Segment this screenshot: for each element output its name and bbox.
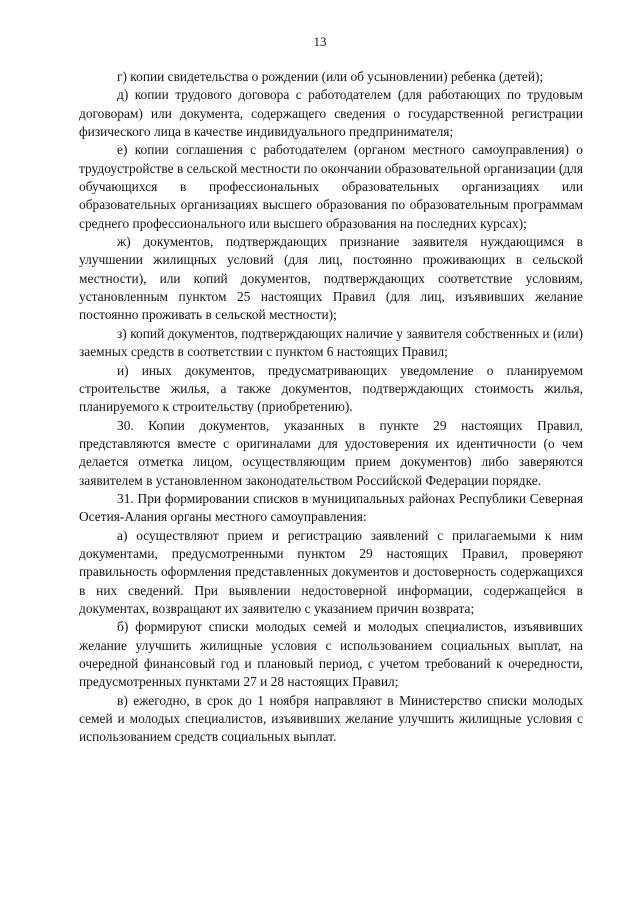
- paragraph-clause-31: 31. При формировании списков в муниципальных районах Республики Северная Осетия-Алания органы местного самоуправления:: [79, 490, 583, 525]
- paragraph-item-v: в) ежегодно, в срок до 1 ноября направляют в Министерство списки молодых семей и молодых специалистов, изъявивших желание улучшить жилищные условия с использованием средств социальных выплат.: [79, 692, 583, 745]
- paragraph-item-g: г) копии свидетельства о рождении (или об усыновлении) ребенка (детей);: [117, 69, 544, 84]
- paragraph-item-z: з) копий документов, подтверждающих наличие у заявителя собственных и (или) заемных средств в соответствии с пунктом 6 настоящих Правил;: [79, 325, 583, 360]
- paragraph-item-a: а) осуществляют прием и регистрацию заявлений с прилагаемыми к ним документами, предусмотренными пунктом 29 настоящих Правил, проверяют правильность оформления представленных документов и достоверность содержащихся в них сведений. При выявлении недостоверной информации, содержащейся в документах, возвращают их заявителю с указанием причин возврата;: [79, 527, 583, 616]
- paragraph-item-d: д) копии трудового договора с работодателем (для работающих по трудовым договорам) или документа, содержащего сведения о государственной регистрации физического лица в качестве индивидуального предпринимателя;: [79, 87, 583, 140]
- page-number: 13: [313, 34, 327, 49]
- paragraph-clause-30: 30. Копии документов, указанных в пункте 29 настоящих Правил, представляются вместе с оригиналами для удостоверения их идентичности (о чем делается отметка лицом, осуществляющим прием документов) либо заверяются заявителем в установленном законодательством Российской Федерации порядке.: [79, 417, 583, 488]
- paragraph-item-e: е) копии соглашения с работодателем (органом местного самоуправления) о трудоустройстве в сельской местности по окончании образовательной организации (для обучающихся в профессиональных образовательных организациях или образовательных организациях высшего образования по образовательным программам среднего профессионального или высшего образования на последних курсах);: [79, 142, 583, 231]
- document-body: [79, 68, 583, 747]
- paragraph-item-zh: ж) документов, подтверждающих признание заявителя нуждающимся в улучшении жилищных условий (для лиц, постоянно проживающих в сельской местности), или копий документов, подтверждающих соответствие условиям, установленным пунктом 25 настоящих Правил (для лиц, изъявивших желание постоянно проживать в сельской местности);: [79, 234, 583, 323]
- paragraph-item-b: б) формируют списки молодых семей и молодых специалистов, изъявивших желание улучшить жилищные условия с использованием социальных выплат, на очередной финансовый год и плановый период, с учетом требований к очередности, предусмотренных пунктами 27 и 28 настоящих Правил;: [79, 619, 583, 690]
- paragraph-item-i: и) иных документов, предусматривающих уведомление о планируемом строительстве жилья, а также документов, подтверждающих стоимость жилья, планируемого к строительству (приобретению).: [79, 362, 583, 415]
